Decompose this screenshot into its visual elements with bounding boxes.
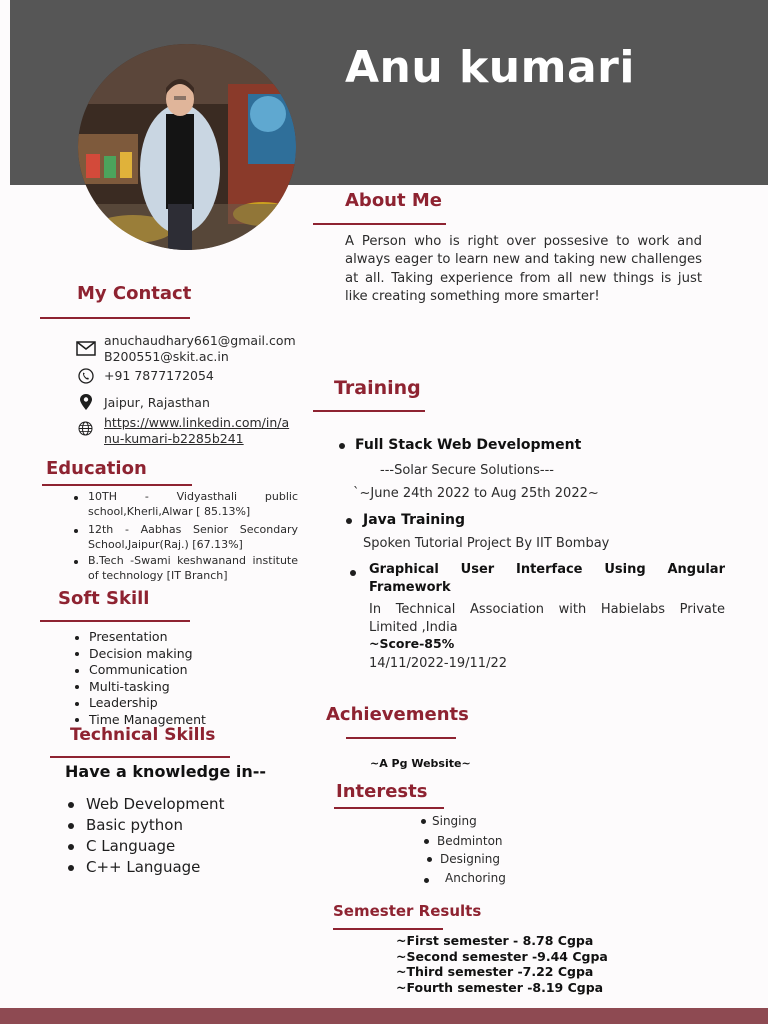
resume-name: Anu kumari bbox=[345, 42, 635, 93]
about-text: A Person who is right over possesive to work and always eager to learn new and taking new challenges at all. Taking experience from all new things is just like creating something more smarter! bbox=[345, 234, 702, 305]
semester-result-item: ~Second semester -9.44 Cgpa bbox=[396, 948, 608, 964]
semester-results-list bbox=[396, 933, 608, 995]
bullet-dot bbox=[421, 819, 426, 824]
soft-skill-item: Leadership bbox=[73, 695, 206, 712]
contact-heading: My Contact bbox=[77, 283, 192, 304]
technical-skill-list bbox=[66, 794, 224, 878]
achievements-heading: Achievements bbox=[326, 704, 469, 725]
technical-skill-item: C Language bbox=[66, 836, 224, 857]
technical-subheading: Have a knowledge in-- bbox=[65, 762, 267, 781]
education-rule bbox=[42, 484, 192, 486]
interest-item: Singing bbox=[432, 814, 477, 828]
training-3-dates: 14/11/2022-19/11/22 bbox=[369, 656, 508, 671]
achievements-rule bbox=[346, 737, 456, 739]
linkedin-link-line2[interactable]: nu-kumari-b2285b241 bbox=[104, 431, 244, 446]
soft-skill-rule bbox=[40, 620, 190, 622]
training-1-dates: `~June 24th 2022 to Aug 25th 2022~ bbox=[353, 486, 599, 501]
soft-skill-item: Time Management bbox=[73, 712, 206, 729]
education-item: 12th - Aabhas Senior Secondary School,Jaipur(Raj.) [67.13%] bbox=[72, 523, 298, 552]
profile-photo-illustration bbox=[78, 44, 296, 250]
contact-email-secondary[interactable]: B200551@skit.ac.in bbox=[104, 349, 229, 364]
semester-result-item: ~Third semester -7.22 Cgpa bbox=[396, 964, 594, 979]
globe-icon bbox=[78, 421, 93, 440]
bullet-dot bbox=[424, 878, 429, 883]
technical-skill-item: Web Development bbox=[66, 794, 224, 815]
training-3-title: Graphical User Interface Using Angular Framework bbox=[369, 562, 725, 595]
contact-rule bbox=[40, 317, 190, 319]
location-pin-icon bbox=[79, 393, 93, 415]
bullet-dot bbox=[424, 839, 429, 844]
technical-skills-heading: Technical Skills bbox=[70, 725, 216, 745]
about-heading: About Me bbox=[345, 190, 442, 211]
training-1-title: Full Stack Web Development bbox=[355, 437, 582, 453]
soft-skill-heading: Soft Skill bbox=[58, 588, 150, 609]
soft-skill-item: Presentation bbox=[73, 629, 206, 646]
mail-icon bbox=[76, 341, 96, 361]
training-heading: Training bbox=[334, 377, 421, 399]
interest-item: Anchoring bbox=[445, 871, 506, 885]
soft-skill-list bbox=[73, 629, 206, 728]
linkedin-link-line1[interactable]: https://www.linkedin.com/in/a bbox=[104, 415, 290, 430]
soft-skill-item: Decision making bbox=[73, 646, 206, 663]
contact-email-primary[interactable]: anuchaudhary661@gmail.com bbox=[104, 333, 296, 348]
bullet-dot bbox=[346, 518, 352, 524]
technical-skills-rule bbox=[50, 756, 230, 758]
phone-icon bbox=[78, 368, 94, 388]
interest-item: Bedminton bbox=[437, 834, 503, 848]
training-1-org: ---Solar Secure Solutions--- bbox=[380, 463, 554, 478]
technical-skill-item: C++ Language bbox=[66, 857, 224, 878]
technical-skill-item: Basic python bbox=[66, 815, 224, 836]
bullet-dot bbox=[427, 857, 432, 862]
education-list bbox=[72, 490, 298, 583]
semester-results-rule bbox=[333, 928, 443, 930]
semester-result-item: ~First semester - 8.78 Cgpa bbox=[396, 933, 594, 948]
about-rule bbox=[313, 223, 446, 225]
soft-skill-item: Multi-tasking bbox=[73, 679, 206, 696]
interest-item: Designing bbox=[440, 852, 500, 866]
education-item: 10TH - Vidyasthali public school,Kherli,Alwar [ 85.13%] bbox=[72, 490, 298, 519]
education-item: B.Tech -Swami keshwanand institute of technology [IT Branch] bbox=[72, 554, 298, 583]
soft-skill-item: Communication bbox=[73, 662, 206, 679]
contact-location: Jaipur, Rajasthan bbox=[104, 395, 210, 410]
bullet-dot bbox=[339, 443, 345, 449]
interests-heading: Interests bbox=[336, 781, 428, 802]
contact-phone[interactable]: +91 7877172054 bbox=[104, 368, 214, 383]
achievement-item: ~A Pg Website~ bbox=[370, 757, 471, 770]
bullet-dot bbox=[350, 570, 356, 576]
training-2-title: Java Training bbox=[363, 512, 466, 528]
training-3-score: ~Score-85% bbox=[369, 636, 455, 651]
training-2-desc: Spoken Tutorial Project By IIT Bombay bbox=[363, 536, 610, 551]
training-rule bbox=[313, 410, 425, 412]
profile-photo bbox=[78, 44, 296, 250]
semester-results-heading: Semester Results bbox=[333, 902, 482, 920]
semester-result-item: ~Fourth semester -8.19 Cgpa bbox=[396, 979, 604, 995]
footer-band bbox=[0, 1008, 768, 1024]
training-3-desc: In Technical Association with Habielabs Private Limited ,India bbox=[369, 602, 725, 635]
interests-rule bbox=[334, 807, 444, 809]
education-heading: Education bbox=[46, 458, 147, 479]
